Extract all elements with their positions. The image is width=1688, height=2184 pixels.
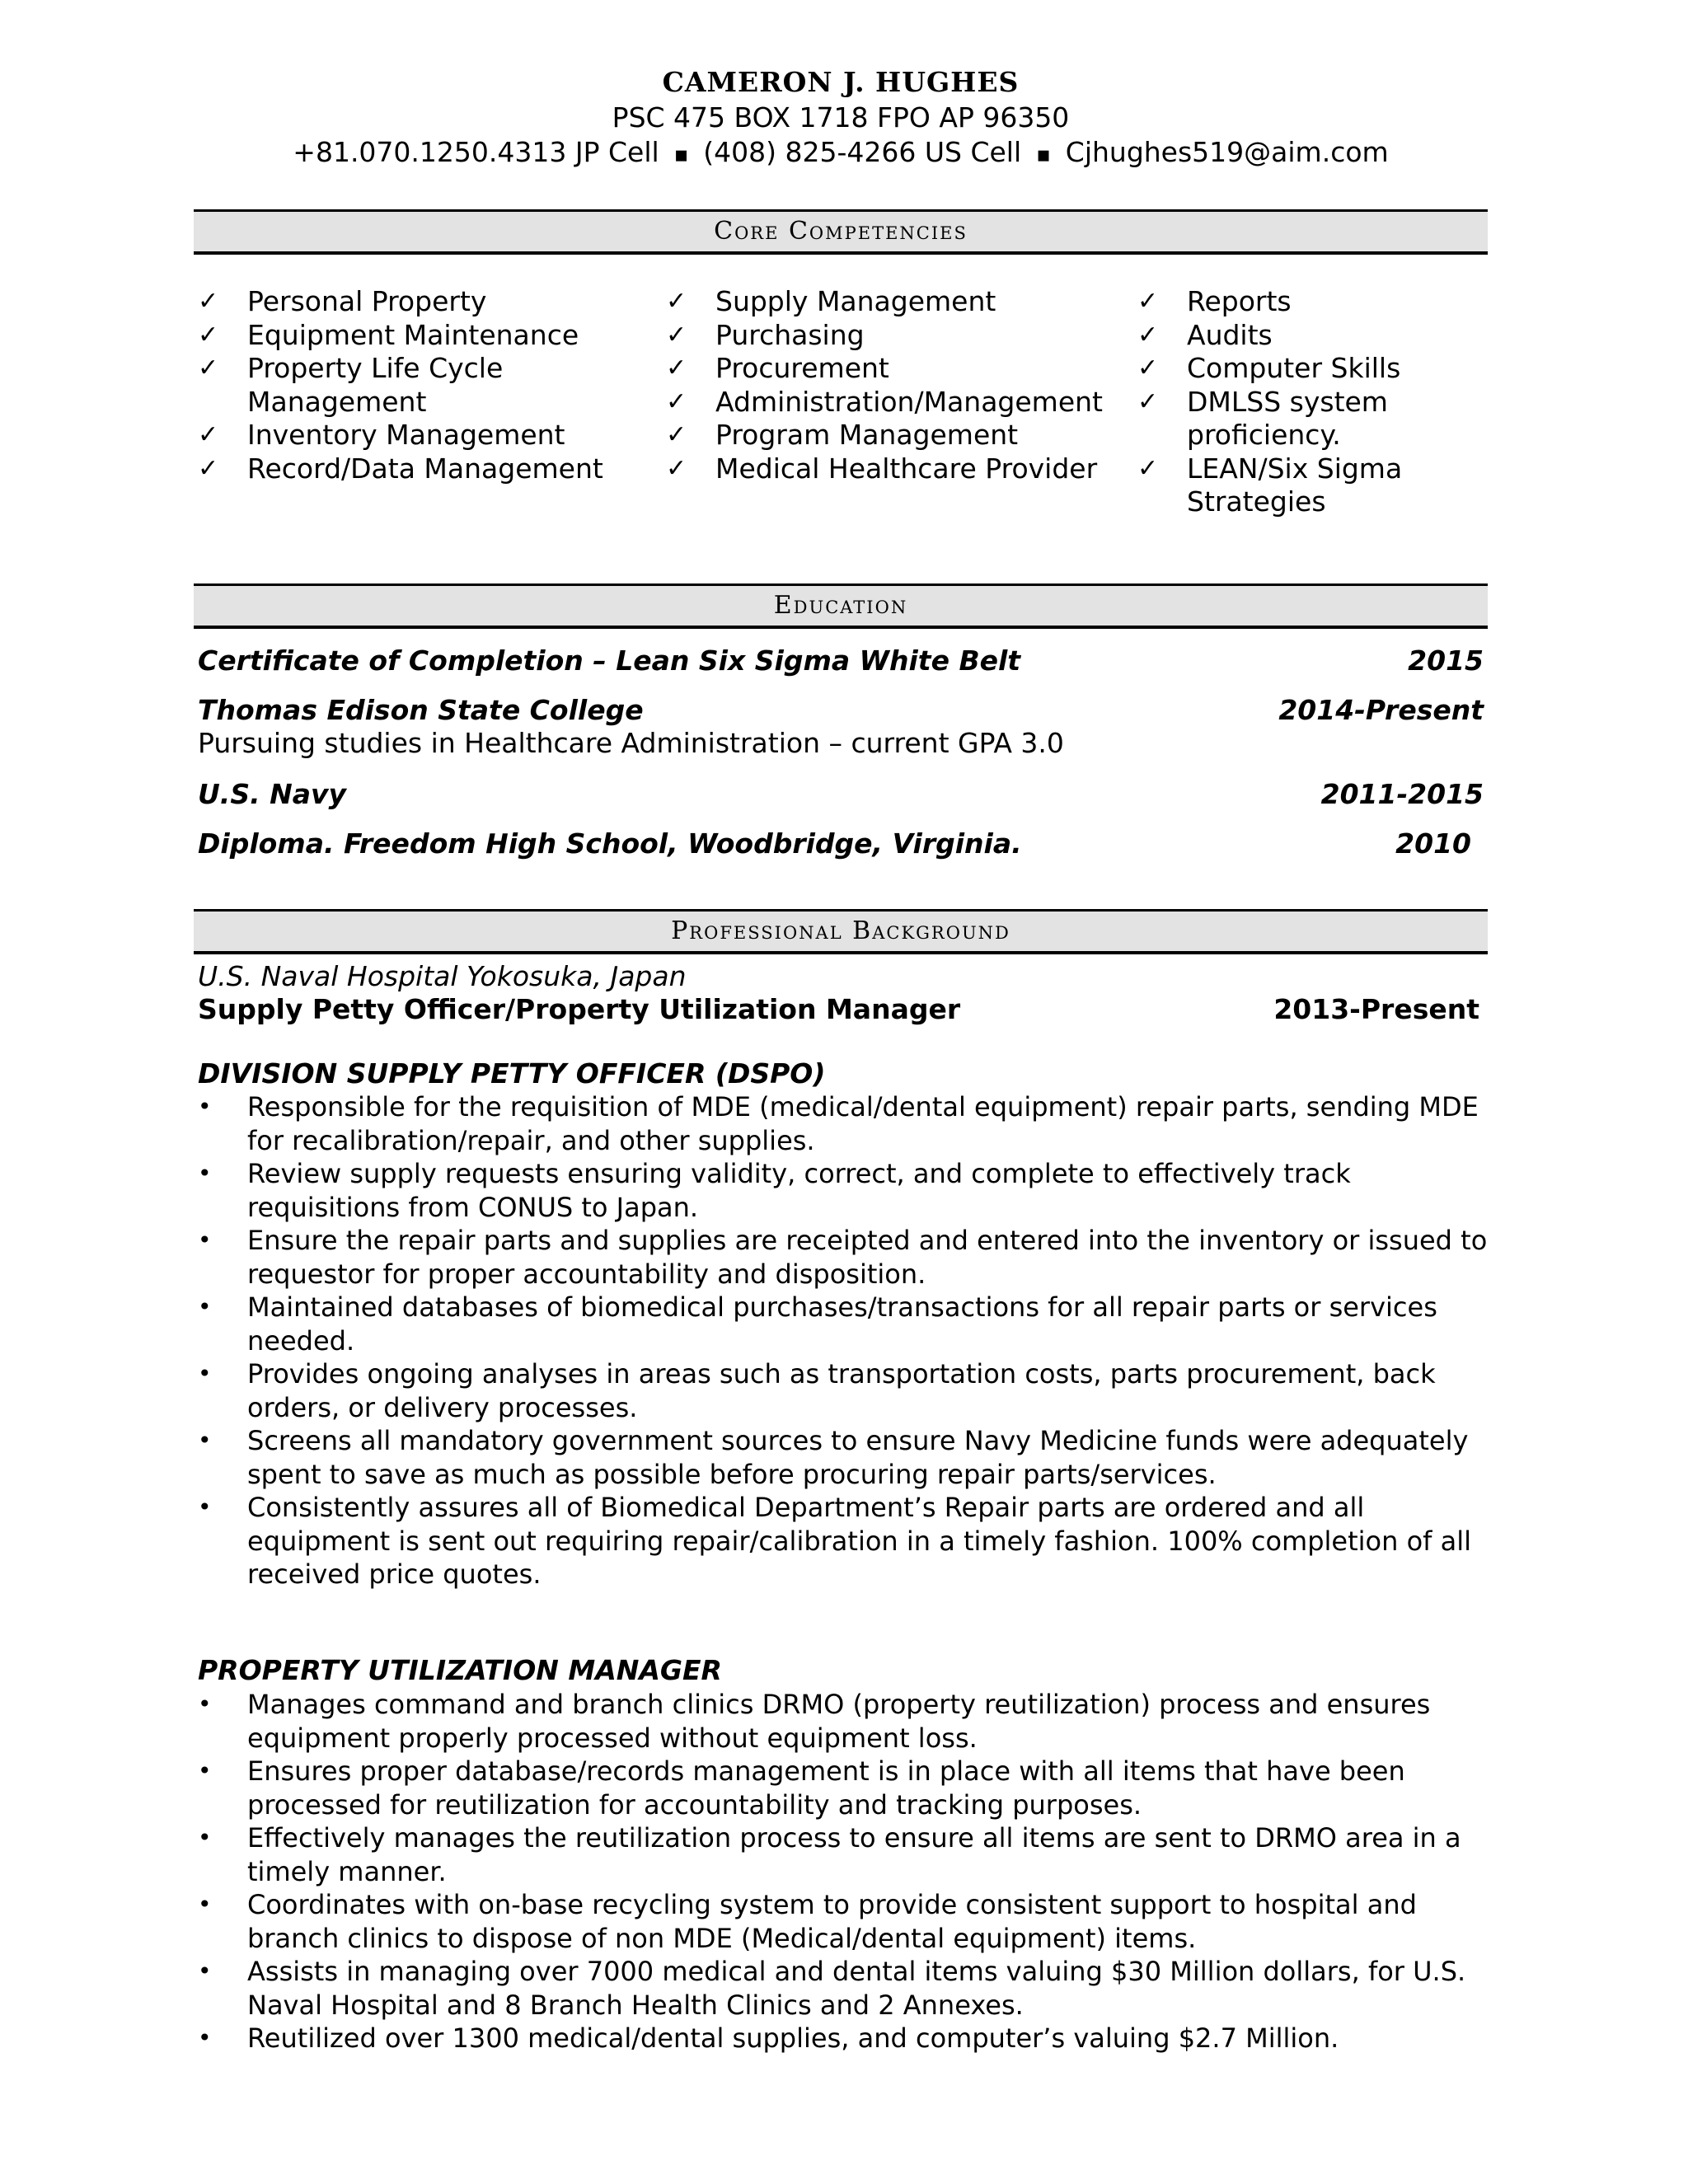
phone-jp: +81.070.1250.4313 JP Cell <box>293 136 659 168</box>
checkmark-icon: ✓ <box>1137 320 1159 349</box>
competency-column-2 <box>666 285 1128 485</box>
contact-line <box>194 135 1488 172</box>
dspo-duties-list <box>198 1090 1488 1591</box>
checkmark-icon: ✓ <box>1137 453 1159 483</box>
checkmark-icon: ✓ <box>666 453 687 483</box>
candidate-name: CAMERON J. HUGHES <box>662 66 1020 98</box>
competency-item: ✓ Inventory Management <box>198 419 565 451</box>
bullet-icon: • <box>198 1957 212 1985</box>
list-item: • Consistently assures all of Biomedical Department’s Repair parts are ordered and all equipment is sent out requiring repair/calibration in a timely fashion. 100% completion of all received price quotes. <box>198 1492 1471 1590</box>
pum-duties-list <box>198 1688 1488 2055</box>
competency-item: ✓ Computer Skills <box>1137 352 1401 384</box>
email: Cjhughes519@aim.com <box>1065 136 1389 168</box>
competency-item: ✓ Program Management <box>666 419 1019 451</box>
list-item: • Review supply requests ensuring validity, correct, and complete to effectively track requisitions from CONUS to Japan. <box>198 1158 1351 1223</box>
checkmark-icon: ✓ <box>1137 387 1159 416</box>
pum-title: PROPERTY UTILIZATION MANAGER <box>198 1654 722 1686</box>
bullet-icon: • <box>198 1824 212 1851</box>
education-name: U.S. Navy <box>198 778 347 810</box>
education-year: 2011-2015 <box>1320 778 1484 810</box>
competency-item: ✓ Personal Property <box>198 285 487 317</box>
separator-icon: ▪ <box>1036 143 1051 167</box>
checkmark-icon: ✓ <box>666 387 687 416</box>
checkmark-icon: ✓ <box>198 354 219 382</box>
resume-page <box>194 64 1488 2054</box>
competency-item: ✓ Purchasing <box>666 318 865 351</box>
education-year: 2015 <box>1408 644 1484 677</box>
education-header: Education <box>194 583 1488 629</box>
bullet-icon: • <box>198 1093 212 1120</box>
core-competencies-header: Core Competencies <box>194 209 1488 255</box>
education-name: Certificate of Completion – Lean Six Sigma White Belt <box>198 644 1021 677</box>
competency-item: ✓ LEAN/Six Sigma Strategies <box>1137 452 1403 518</box>
list-item: • Effectively manages the reutilization process to ensure all items are sent to DRMO area in a timely manner. <box>198 1822 1461 1887</box>
checkmark-icon: ✓ <box>198 420 219 449</box>
competency-item: ✓ Property Life Cycle Management <box>198 352 504 418</box>
list-item: • Ensures proper database/records management is in place with all items that have been processed for reutilization for accountability and tracking purposes. <box>198 1755 1405 1821</box>
checkmark-icon: ✓ <box>666 287 687 316</box>
bullet-icon: • <box>198 1757 212 1784</box>
bullet-icon: • <box>198 1493 212 1521</box>
checkmark-icon: ✓ <box>198 287 219 316</box>
list-item: • Manages command and branch clinics DRMO (property reutilization) process and ensures equipment properly processed without equipment loss. <box>198 1689 1431 1754</box>
organization-name: U.S. Naval Hospital Yokosuka, Japan <box>198 960 687 992</box>
education-name: Thomas Edison State College <box>198 694 644 726</box>
professional-background-header: Professional Background <box>194 909 1488 954</box>
competency-item: ✓ Medical Healthcare Provider <box>666 452 1098 485</box>
job-title: Supply Petty Officer/Property Utilization Manager <box>198 993 961 1025</box>
phone-us: (408) 825-4266 US Cell <box>703 136 1022 168</box>
competency-item: ✓ Equipment Maintenance <box>198 318 579 351</box>
education-year: 2010 <box>1395 827 1471 860</box>
education-entry <box>198 693 1484 728</box>
competency-item: ✓ Reports <box>1137 285 1292 317</box>
bullet-icon: • <box>198 1160 212 1187</box>
list-item: • Provides ongoing analyses in areas such as transportation costs, parts procurement, back orders, or delivery processes. <box>198 1358 1436 1423</box>
mailing-address: PSC 475 BOX 1718 FPO AP 96350 <box>612 101 1070 134</box>
checkmark-icon: ✓ <box>1137 354 1159 382</box>
list-item: • Assists in managing over 7000 medical and dental items valuing $30 Million dollars, for U.S. Naval Hospital and 8 Branch Health Clinics and 2 Annexes. <box>198 1956 1466 2021</box>
competency-column-3 <box>1137 285 1484 519</box>
bullet-icon: • <box>198 1690 212 1718</box>
competency-column-1 <box>198 285 659 485</box>
bullet-icon: • <box>198 1360 212 1387</box>
checkmark-icon: ✓ <box>1137 287 1159 316</box>
list-item: • Maintained databases of biomedical purchases/transactions for all repair parts or services needed. <box>198 1291 1437 1357</box>
checkmark-icon: ✓ <box>198 453 219 483</box>
competency-item: ✓ DMLSS system proficiency. <box>1137 385 1388 451</box>
education-year: 2014-Present <box>1278 694 1484 726</box>
competency-item: ✓ Administration/Management <box>666 385 1103 418</box>
checkmark-icon: ✓ <box>198 320 219 349</box>
competency-item: ✓ Record/Data Management <box>198 452 603 485</box>
checkmark-icon: ✓ <box>666 354 687 382</box>
separator-icon: ▪ <box>673 143 689 167</box>
education-entry <box>198 644 1484 678</box>
competency-list <box>194 285 1488 518</box>
list-item: • Ensure the repair parts and supplies are receipted and entered into the inventory or issued to requestor for proper accountability and disposition. <box>198 1225 1488 1290</box>
education-detail: Pursuing studies in Healthcare Administration – current GPA 3.0 <box>198 727 1064 759</box>
bullet-icon: • <box>198 1427 212 1454</box>
list-item: • Coordinates with on-base recycling system to provide consistent support to hospital and branch clinics to dispose of non MDE (Medical/dental equipment) items. <box>198 1889 1417 1954</box>
checkmark-icon: ✓ <box>666 320 687 349</box>
competency-item: ✓ Supply Management <box>666 285 996 317</box>
list-item: • Responsible for the requisition of MDE (medical/dental equipment) repair parts, sending MDE for recalibration/repair, and other supplies. <box>198 1091 1479 1156</box>
competency-item: ✓ Audits <box>1137 318 1273 351</box>
bullet-icon: • <box>198 1293 212 1320</box>
bullet-icon: • <box>198 2024 212 2051</box>
competency-item: ✓ Procurement <box>666 352 889 384</box>
education-entry <box>198 827 1471 861</box>
list-item: • Reutilized over 1300 medical/dental supplies, and computer’s valuing $2.7 Million. <box>198 2022 1339 2054</box>
education-name: Diploma. Freedom High School, Woodbridge, Virginia. <box>198 827 1022 860</box>
job-role <box>198 992 1479 1027</box>
bullet-icon: • <box>198 1226 212 1254</box>
checkmark-icon: ✓ <box>666 420 687 449</box>
bullet-icon: • <box>198 1891 212 1918</box>
resume-header <box>194 64 1488 172</box>
list-item: • Screens all mandatory government sources to ensure Navy Medicine funds were adequately spent to save as much as possible before procuring repair parts/services. <box>198 1425 1469 1490</box>
education-entry <box>198 777 1484 812</box>
dspo-title: DIVISION SUPPLY PETTY OFFICER (DSPO) <box>198 1057 826 1090</box>
job-dates: 2013-Present <box>1273 993 1479 1025</box>
